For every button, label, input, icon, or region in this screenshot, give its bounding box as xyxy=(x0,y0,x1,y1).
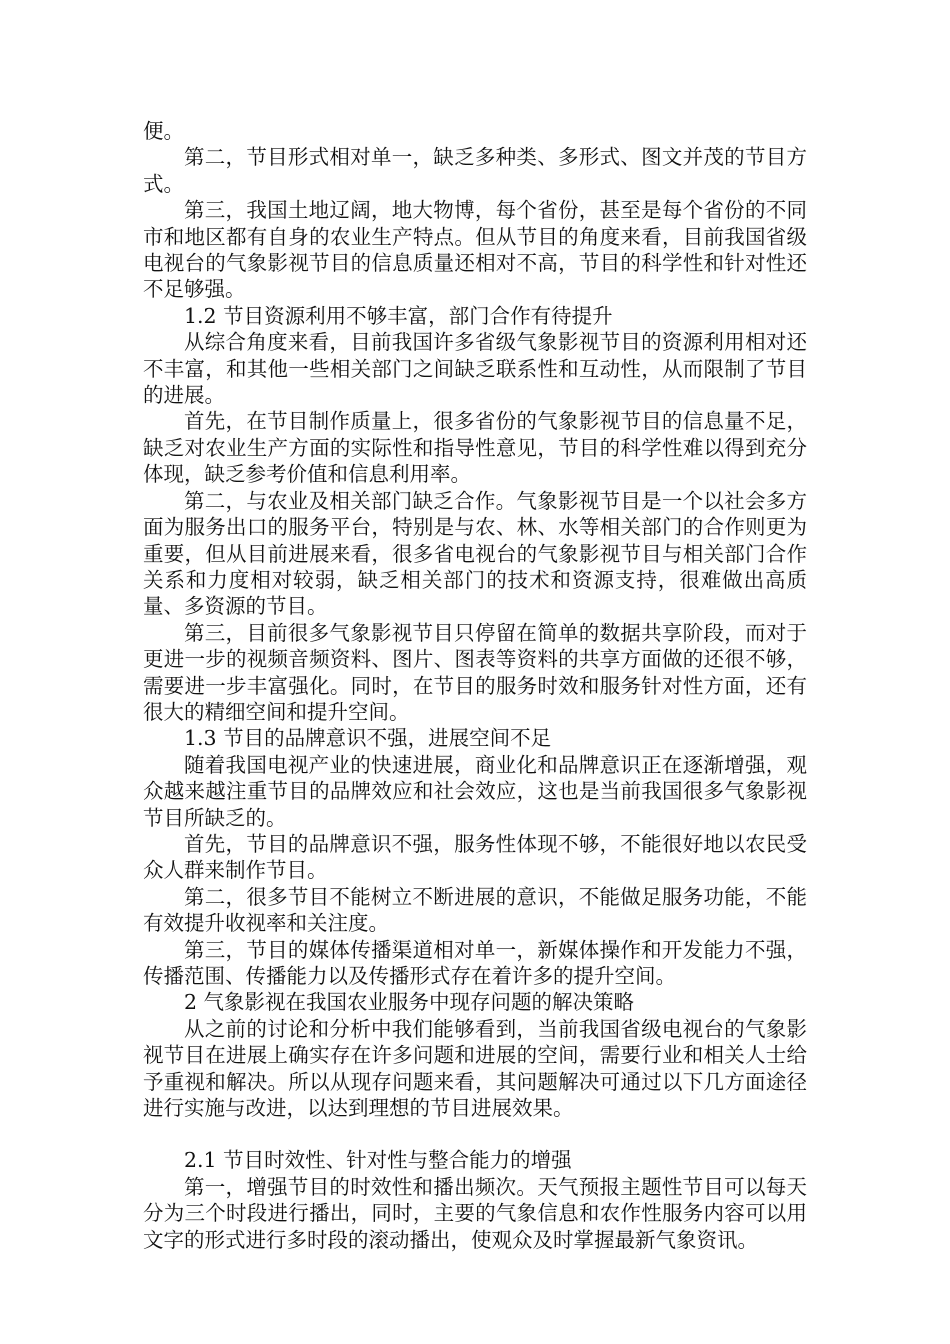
document-body xyxy=(143,118,807,1253)
paragraph: 第二，很多节目不能树立不断进展的意识，不能做足服务功能，不能有效提升收视率和关注度。 xyxy=(143,884,807,936)
paragraph: 第三，我国土地辽阔，地大物博，每个省份，甚至是每个省份的不同市和地区都有自身的农业生产特点。但从节目的角度来看，目前我国省级电视台的气象影视节目的信息质量还相对不高，节目的科学性和针对性还不足够强。 xyxy=(143,198,807,302)
paragraph: 第一，增强节目的时效性和播出频次。天气预报主题性节目可以每天分为三个时段进行播出，同时，主要的气象信息和农作性服务内容可以用文字的形式进行多时段的滚动播出，使观众及时掌握最新气象资讯。 xyxy=(143,1174,807,1252)
paragraph: 首先，节目的品牌意识不强，服务性体现不够，不能很好地以农民受众人群来制作节目。 xyxy=(143,831,807,883)
section-heading-1-3: 1.3 节目的品牌意识不强，进展空间不足 xyxy=(184,726,552,751)
paragraph: 第二，节目形式相对单一，缺乏多种类、多形式、图文并茂的节目方式。 xyxy=(143,145,807,196)
paragraph-continuation: 便。 xyxy=(143,119,184,143)
section-heading-2: 2 气象影视在我国农业服务中现存问题的解决策略 xyxy=(184,990,635,1015)
section-heading-1-2: 1.2 节目资源利用不够丰富，部门合作有待提升 xyxy=(184,303,613,328)
paragraph: 从综合角度来看，目前我国许多省级气象影视节目的资源利用相对还不丰富，和其他一些相关部门之间缺乏联系性和互动性，从而限制了节目的进展。 xyxy=(143,330,807,408)
paragraph: 从之前的讨论和分析中我们能够看到，当前我国省级电视台的气象影视节目在进展上确实存在许多问题和进展的空间，需要行业和相关人士给予重视和解决。所以从现存问题来看，其问题解决可通过以下几方面途径进行实施与改进，以达到理想的节目进展效果。 xyxy=(143,1016,807,1121)
section-heading-2-1: 2.1 节目时效性、针对性与整合能力的增强 xyxy=(184,1148,572,1173)
paragraph: 第二，与农业及相关部门缺乏合作。气象影视节目是一个以社会多方面为服务出口的服务平台，特别是与农、林、水等相关部门的合作则更为重要，但从目前进展来看，很多省电视台的气象影视节目与相关部门合作关系和力度相对较弱，缺乏相关部门的技术和资源支持，很难做出高质量、多资源的节目。 xyxy=(143,488,807,619)
paragraph: 首先，在节目制作质量上，很多省份的气象影视节目的信息量不足，缺乏对农业生产方面的实际性和指导性意见，节目的科学性难以得到充分体现，缺乏参考价值和信息利用率。 xyxy=(143,409,807,487)
paragraph: 第三，目前很多气象影视节目只停留在简单的数据共享阶段，而对于更进一步的视频音频资料、图片、图表等资料的共享方面做的还很不够，需要进一步丰富强化。同时，在节目的服务时效和服务针对性方面，还有很大的精细空间和提升空间。 xyxy=(143,620,807,724)
paragraph: 随着我国电视产业的快速进展，商业化和品牌意识正在逐渐增强，观众越来越注重节目的品牌效应和社会效应，这也是当前我国很多气象影视节目所缺乏的。 xyxy=(143,752,807,830)
paragraph: 第三，节目的媒体传播渠道相对单一，新媒体操作和开发能力不强，传播范围、传播能力以及传播形式存在着许多的提升空间。 xyxy=(143,937,807,988)
